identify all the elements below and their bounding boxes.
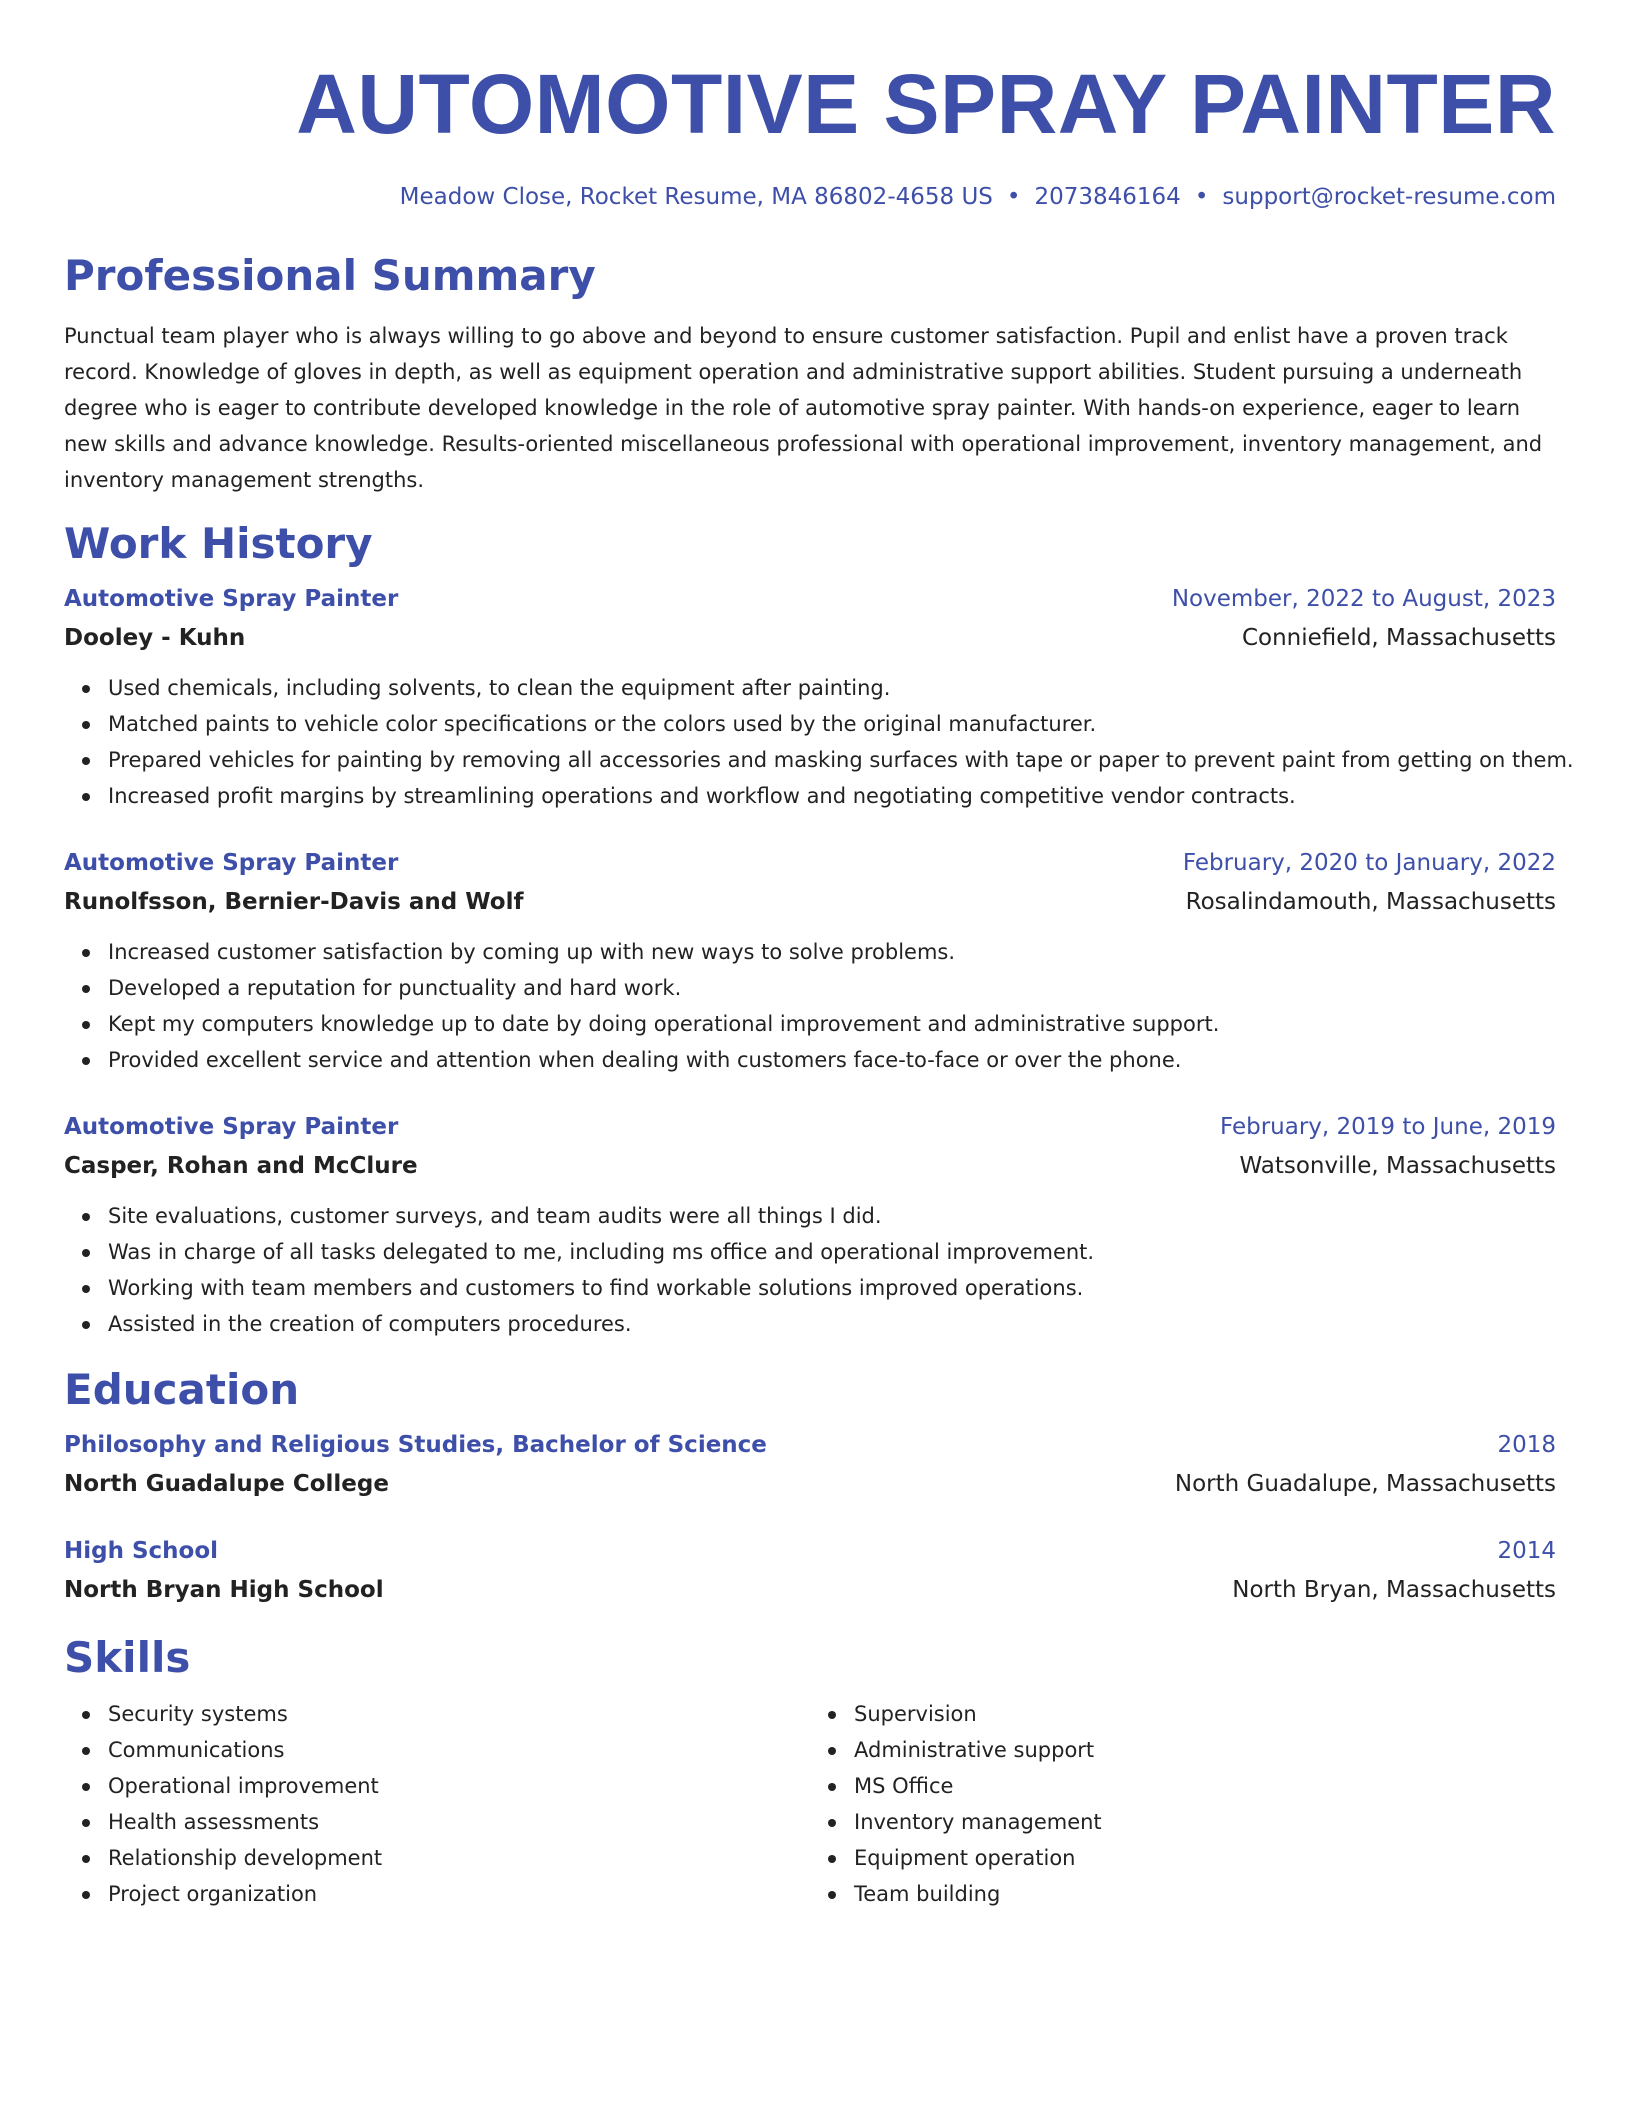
job-bullet: Was in charge of all tasks delegated to me, including ms office and operational improvement. bbox=[108, 1234, 1556, 1270]
skill-item: Relationship development bbox=[108, 1840, 810, 1876]
skill-item: Equipment operation bbox=[854, 1840, 1556, 1876]
education-year: 2018 bbox=[1497, 1432, 1556, 1458]
skill-item: Inventory management bbox=[854, 1804, 1556, 1840]
education-school: North Bryan High School bbox=[64, 1577, 384, 1603]
job-dates: February, 2020 to January, 2022 bbox=[1182, 850, 1556, 876]
education-location: North Bryan, Massachusetts bbox=[1232, 1577, 1556, 1603]
job-bullet: Increased profit margins by streamlining operations and workflow and negotiating competitive vendor contracts. bbox=[108, 778, 1556, 814]
skill-item: Project organization bbox=[108, 1876, 810, 1912]
skill-item: Health assessments bbox=[108, 1804, 810, 1840]
skill-item: Supervision bbox=[854, 1696, 1556, 1732]
education-heading: Education bbox=[64, 1365, 300, 1414]
job-bullet: Site evaluations, customer surveys, and team audits were all things I did. bbox=[108, 1198, 1556, 1234]
education-entry bbox=[64, 1532, 1556, 1610]
summary-heading: Professional Summary bbox=[64, 251, 596, 300]
skill-item: Security systems bbox=[108, 1696, 810, 1732]
job-bullet: Provided excellent service and attention when dealing with customers face-to-face or over the phone. bbox=[108, 1042, 1556, 1078]
education-location: North Guadalupe, Massachusetts bbox=[1174, 1471, 1556, 1497]
contact-line bbox=[64, 180, 1556, 214]
skills-column-left bbox=[64, 1696, 810, 1912]
job-company: Runolfsson, Bernier-Davis and Wolf bbox=[64, 889, 524, 915]
job-location: Conniefield, Massachusetts bbox=[1241, 625, 1556, 651]
skill-item: Administrative support bbox=[854, 1732, 1556, 1768]
job-bullet: Increased customer satisfaction by coming up with new ways to solve problems. bbox=[108, 934, 1556, 970]
job-bullet: Prepared vehicles for painting by removing all accessories and masking surfaces with tape or paper to prevent paint from getting on them. bbox=[108, 742, 1556, 778]
contact-phone: 2073846164 bbox=[1034, 184, 1181, 210]
education-degree: High School bbox=[64, 1538, 219, 1564]
contact-separator: • bbox=[1006, 184, 1021, 210]
job-bullets bbox=[64, 670, 1574, 814]
job-bullets bbox=[64, 1198, 1556, 1342]
resume-name: AUTOMOTIVE SPRAY PAINTER bbox=[296, 57, 1556, 151]
education-school: North Guadalupe College bbox=[64, 1471, 389, 1497]
job-bullet: Assisted in the creation of computers procedures. bbox=[108, 1306, 1556, 1342]
job-entry bbox=[64, 844, 1556, 1078]
resume-page bbox=[64, 0, 1574, 1912]
contact-separator: • bbox=[1194, 184, 1209, 210]
job-bullet: Used chemicals, including solvents, to clean the equipment after painting. bbox=[108, 670, 1556, 706]
contact-address: Meadow Close, Rocket Resume, MA 86802-4658 US bbox=[399, 184, 993, 210]
skill-item: MS Office bbox=[854, 1768, 1556, 1804]
job-bullet: Developed a reputation for punctuality and hard work. bbox=[108, 970, 1556, 1006]
job-entry bbox=[64, 1108, 1556, 1342]
skill-item: Operational improvement bbox=[108, 1768, 810, 1804]
job-company: Casper, Rohan and McClure bbox=[64, 1153, 418, 1179]
job-entry bbox=[64, 580, 1574, 814]
work-history-heading: Work History bbox=[64, 519, 373, 568]
job-title: Automotive Spray Painter bbox=[64, 1114, 399, 1140]
job-location: Watsonville, Massachusetts bbox=[1239, 1153, 1556, 1179]
job-dates: February, 2019 to June, 2019 bbox=[1219, 1114, 1556, 1140]
job-title: Automotive Spray Painter bbox=[64, 850, 399, 876]
job-location: Rosalindamouth, Massachusetts bbox=[1185, 889, 1556, 915]
job-title: Automotive Spray Painter bbox=[64, 586, 399, 612]
job-company: Dooley - Kuhn bbox=[64, 625, 246, 651]
job-bullets bbox=[64, 934, 1556, 1078]
job-bullet: Kept my computers knowledge up to date by doing operational improvement and administrative support. bbox=[108, 1006, 1556, 1042]
skill-item: Communications bbox=[108, 1732, 810, 1768]
job-dates: November, 2022 to August, 2023 bbox=[1171, 586, 1556, 612]
skills-list bbox=[64, 1696, 1556, 1912]
summary-text: Punctual team player who is always willing to go above and beyond to ensure customer satisfaction. Pupil and enlist have a proven track record. Knowledge of gloves in depth, as well as equipment operation and administrative support abilities. Student pursuing a underneath degree who is eager to contribute developed knowledge in the role of automotive spray painter. With hands-on experience, eager to learn new skills and advance knowledge. Results-oriented miscellaneous professional with operational improvement, inventory management, and inventory management strengths. bbox=[64, 324, 1543, 492]
education-degree: Philosophy and Religious Studies, Bachelor of Science bbox=[64, 1432, 767, 1458]
skills-heading: Skills bbox=[64, 1633, 191, 1682]
skill-item: Team building bbox=[854, 1876, 1556, 1912]
contact-email[interactable]: support@rocket-resume.com bbox=[1222, 184, 1556, 210]
job-bullet: Matched paints to vehicle color specifications or the colors used by the original manufacturer. bbox=[108, 706, 1556, 742]
education-year: 2014 bbox=[1497, 1538, 1556, 1564]
education-entry bbox=[64, 1426, 1556, 1504]
skills-column-right bbox=[810, 1696, 1556, 1912]
job-bullet: Working with team members and customers to find workable solutions improved operations. bbox=[108, 1270, 1556, 1306]
